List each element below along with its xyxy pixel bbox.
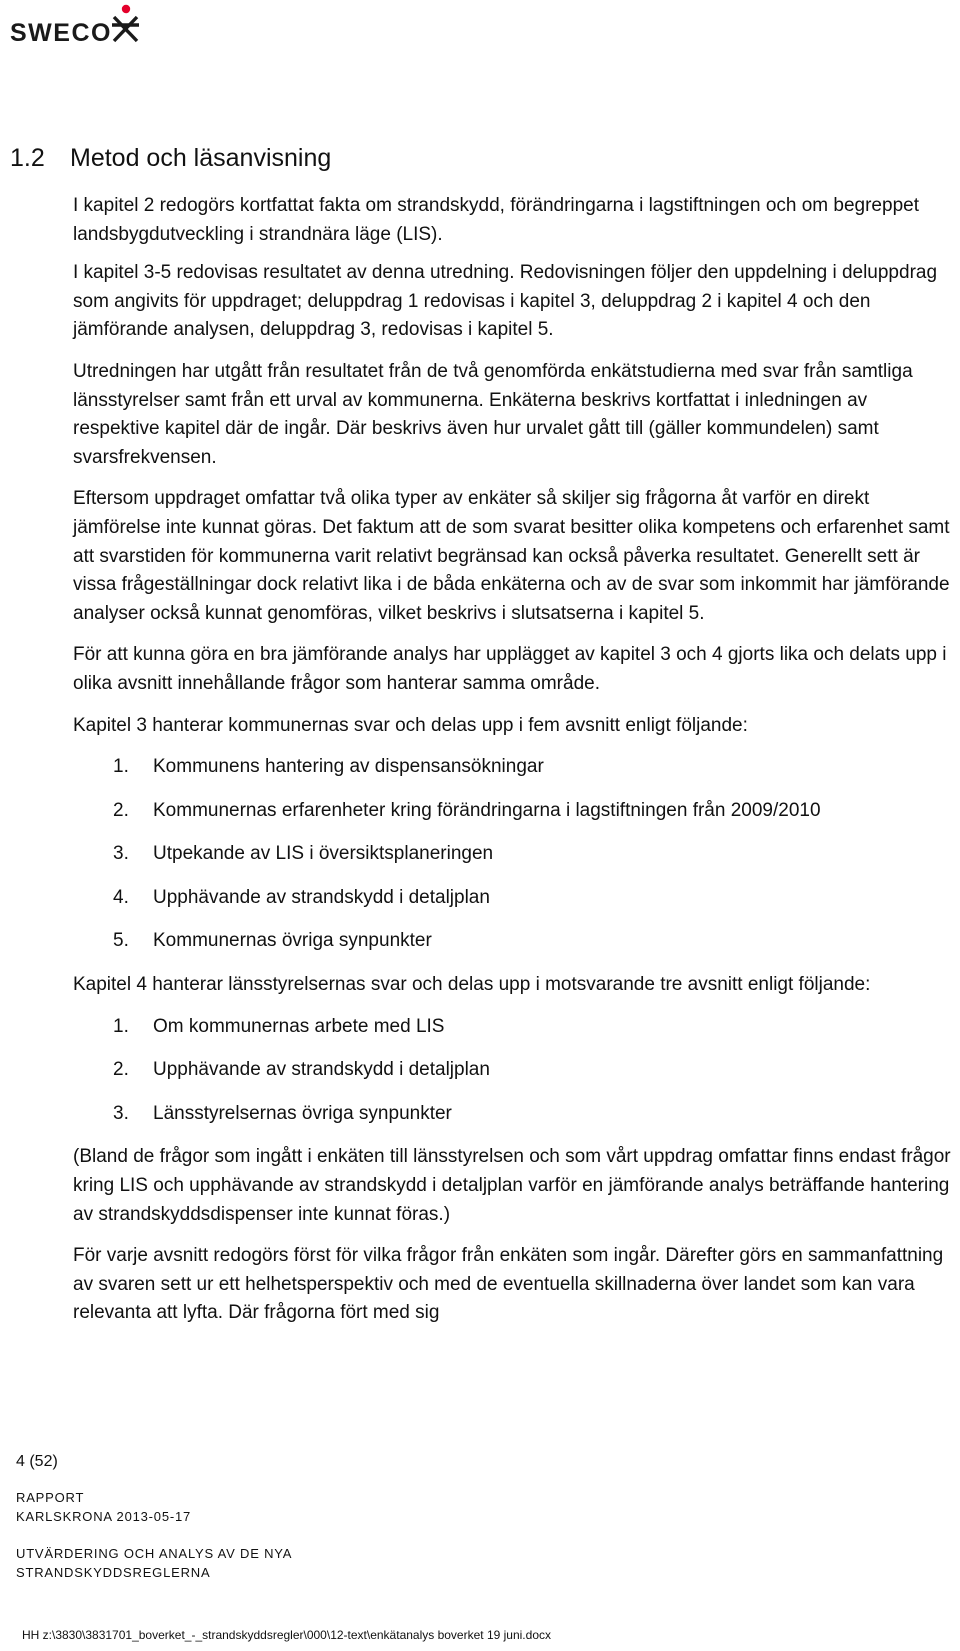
paragraph: Utredningen har utgått från resultatet från de två genomförda enkätstudierna med svar från samtliga länsstyrelser samt från ett urval av kommunerna. Enkäterna beskrivs kortfattat i inledningen av respektive kapitel där de ingår. Där beskrivs även hur urvalet gått till (gäller kommundelen) samt svarsfrekvensen.: [73, 360, 913, 468]
list-item: 2. Upphävande av strandskydd i detaljplan: [113, 1059, 490, 1081]
footer-report-info: [16, 1488, 191, 1526]
list-item: 1. Om kommunernas arbete med LIS: [113, 1015, 445, 1037]
footer-place-date: KARLSKRONA 2013-05-17: [16, 1509, 192, 1524]
sweco-logo: [10, 4, 140, 46]
section-title: Metod och läsanvisning: [70, 144, 332, 172]
file-path: HH z:\3830\3831701_boverket_-_strandskyddsregler\000\12-text\enkätanalys boverket 19 juni.docx: [22, 1628, 551, 1642]
paragraph: I kapitel 3-5 redovisas resultatet av denna utredning. Redovisningen följer den uppdelning i deluppdrag som angivits för uppdraget; deluppdrag 1 redovisas i kapitel 3, deluppdrag 2 i kapitel 4 och den jämförande analysen, deluppdrag 3, redovisas i kapitel 5.: [73, 262, 938, 341]
page-number: 4 (52): [16, 1453, 58, 1470]
paragraph: För att kunna göra en bra jämförande analys har upplägget av kapitel 3 och 4 gjorts lika och delats upp i olika avsnitt innehållande frågor som hanterar samma område.: [73, 644, 947, 694]
paragraph: Eftersom uppdraget omfattar två olika typer av enkäter så skiljer sig frågorna åt varför en direkt jämförelse inte kunnat göras. Det faktum att de som svarat besitter olika kompetens och erfarenhet samt att svarstiden för kommunerna varit relativt begränsad kan också påverka resultatet. Generellt sett är vissa frågeställningar dock relativt lika i de båda enkäterna och av de svar som inkommit har jämförande analyser också kunnat genomföras, vilket beskrivs i slutsatserna i kapitel 5.: [73, 488, 950, 624]
logo-text: SWECO: [10, 19, 112, 47]
section-number: 1.2: [10, 144, 45, 172]
kapitel4-intro: Kapitel 4 hanterar länsstyrelsernas svar och delas upp i motsvarande tre avsnitt enligt följande:: [73, 974, 871, 996]
footer-doc-type: RAPPORT: [16, 1490, 85, 1505]
footer-title-line1: UTVÄRDERING OCH ANALYS AV DE NYA: [16, 1546, 293, 1561]
list-item: 3. Länsstyrelsernas övriga synpunkter: [113, 1102, 452, 1124]
kapitel4-list: [73, 1013, 953, 1129]
section-heading: [10, 143, 331, 173]
list-item: 5. Kommunernas övriga synpunkter: [113, 930, 432, 952]
footer-report-title: [16, 1544, 292, 1582]
paragraph: (Bland de frågor som ingått i enkäten till länsstyrelsen och som vårt uppdrag omfattar finns endast frågor kring LIS och upphävande av strandskydd i detaljplan varför en jämförande analys beträffande hantering av strandskyddsdispenser inte kunnat föras.): [73, 1146, 951, 1225]
list-item: 1. Kommunens hantering av dispensansökningar: [113, 756, 544, 778]
body-text: [73, 192, 953, 1341]
list-item: 3. Utpekande av LIS i översiktsplaneringen: [113, 843, 494, 865]
sweco-star-icon: [110, 4, 140, 44]
paragraph: I kapitel 2 redogörs kortfattat fakta om strandskydd, förändringarna i lagstiftningen och om begreppet landsbygdutveckling i strandnära läge (LIS).: [73, 195, 919, 245]
list-item: 4. Upphävande av strandskydd i detaljplan: [113, 886, 490, 908]
kapitel3-list: [73, 753, 953, 956]
list-item: 2. Kommunernas erfarenheter kring förändringarna i lagstiftningen från 2009/2010: [113, 799, 821, 821]
kapitel3-intro: Kapitel 3 hanterar kommunernas svar och delas upp i fem avsnitt enligt följande:: [73, 714, 748, 736]
paragraph: För varje avsnitt redogörs först för vilka frågor från enkäten som ingår. Därefter görs en sammanfattning av svaren sett ur ett helhetsperspektiv och med de eventuella skillnaderna över landet som kan vara relevanta att lyfta. Där frågorna fört med sig: [73, 1245, 944, 1324]
footer-title-line2: STRANDSKYDDSREGLERNA: [16, 1565, 211, 1580]
